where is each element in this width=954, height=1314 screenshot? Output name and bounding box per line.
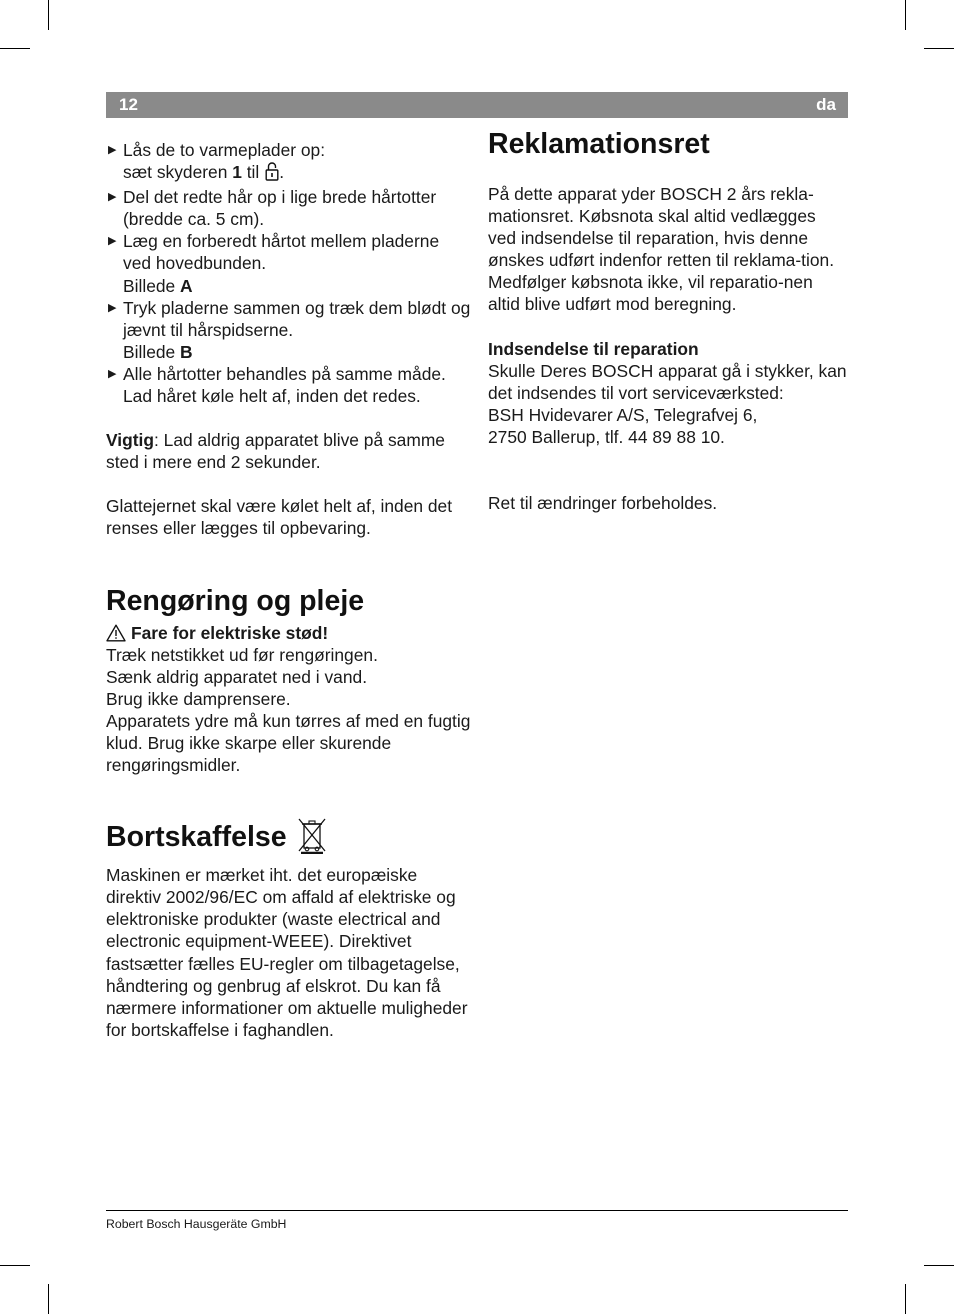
address-line: BSH Hvidevarer A/S, Telegrafvej 6, <box>488 404 758 425</box>
crop-mark <box>0 48 30 49</box>
step-text: Del det redte hår op i lige brede hårtotter (bredde ca. 5 cm). <box>123 187 437 230</box>
section-title-cleaning: Rengøring og pleje <box>106 584 365 617</box>
arrow-bullet-icon: ▶ <box>108 367 117 380</box>
cleaning-line: Brug ikke damprensere. <box>106 688 291 709</box>
step-note: Lad håret køle helt af, inden det redes. <box>123 386 421 407</box>
page-number: 12 <box>119 95 138 114</box>
warranty-text: På dette apparat yder BOSCH 2 års rekla-mationsret. Købsnota skal altid vedlægges ved indsendelse til reparation, hvis denne ønskes udført indenfor retten til reklama-tion. Medfølger købsnota ikke, vil reparatio-nen altid blive udført mod beregning. <box>488 184 835 315</box>
page-header-bar <box>106 92 848 118</box>
repair-heading: Indsendelse til reparation <box>488 338 699 359</box>
repair-text: Skulle Deres BOSCH apparat gå i stykker, kan det indsendes til vort serviceværksted: <box>488 360 847 403</box>
crop-mark <box>924 1265 954 1266</box>
step-text: Lås de to varmeplader op: <box>123 140 326 160</box>
section-title-disposal: Bortskaffelse <box>106 821 287 854</box>
warning-triangle-icon <box>106 624 126 642</box>
crop-mark <box>905 0 906 30</box>
disposal-heading <box>106 818 471 854</box>
list-item <box>106 363 471 407</box>
arrow-bullet-icon: ▶ <box>108 301 117 314</box>
crossed-bin-icon <box>297 818 327 854</box>
list-item <box>106 230 471 296</box>
unlock-icon <box>265 161 279 186</box>
cleaning-line: Træk netstikket ud før rengøringen. <box>106 644 378 665</box>
list-item <box>106 139 471 186</box>
instruction-list <box>106 139 471 407</box>
list-item <box>106 297 471 363</box>
step-text: Tryk pladerne sammen og træk dem blødt og jævnt til hårspidserne. <box>123 297 471 340</box>
crop-mark <box>0 1265 30 1266</box>
section-title-warranty: Reklamationsret <box>488 128 710 160</box>
crop-mark <box>48 1284 49 1314</box>
disposal-text: Maskinen er mærket iht. det europæiske direktiv 2002/96/EC om affald af elektriske og elektroniske produkter (waste electrical and electronic equipment-WEEE). Direktivet fastsætter fælles EU-regler om tilbagetagelse, håndtering og genbrug af elskrot. Du kan få nærmere informationer om aktuelle muligheder for bortskaffelse i faghandlen. <box>106 865 468 1040</box>
left-column <box>106 139 471 1041</box>
storage-note: Glattejernet skal være kølet helt af, inden det renses eller lægges til opbevaring. <box>106 496 453 539</box>
reservation-note: Ret til ændringer forbeholdes. <box>488 493 718 514</box>
crop-mark <box>905 1284 906 1314</box>
address-line: 2750 Ballerup, tlf. 44 89 88 10. <box>488 426 725 447</box>
language-code: da <box>816 95 836 114</box>
cleaning-line: Sænk aldrig apparatet ned i vand. <box>106 666 368 687</box>
list-item <box>106 186 471 230</box>
figure-reference: Billede A <box>123 275 193 296</box>
figure-reference: Billede B <box>123 341 193 362</box>
crop-mark <box>924 48 954 49</box>
warning-line: Fare for elektriske stød! <box>106 622 471 644</box>
right-column <box>488 127 848 514</box>
cleaning-line: Apparatets ydre må kun tørres af med en fugtig klud. Brug ikke skarpe eller skurende rengøringsmidler. <box>106 710 471 776</box>
step-text: sæt skyderen 1 til . <box>123 161 471 186</box>
important-note: Vigtig: Lad aldrig apparatet blive på samme sted i mere end 2 sekunder. <box>106 430 445 473</box>
arrow-bullet-icon: ▶ <box>108 235 117 248</box>
arrow-bullet-icon: ▶ <box>108 191 117 204</box>
crop-mark <box>48 0 49 30</box>
footer-company: Robert Bosch Hausgeräte GmbH <box>106 1217 287 1231</box>
footer-divider <box>106 1210 848 1211</box>
slider-position: 1 <box>232 162 242 183</box>
step-text: Alle hårtotter behandles på samme måde. <box>123 363 446 384</box>
step-text: Læg en forberedt hårtot mellem pladerne ved hovedbunden. <box>123 231 440 274</box>
arrow-bullet-icon: ▶ <box>108 144 117 156</box>
